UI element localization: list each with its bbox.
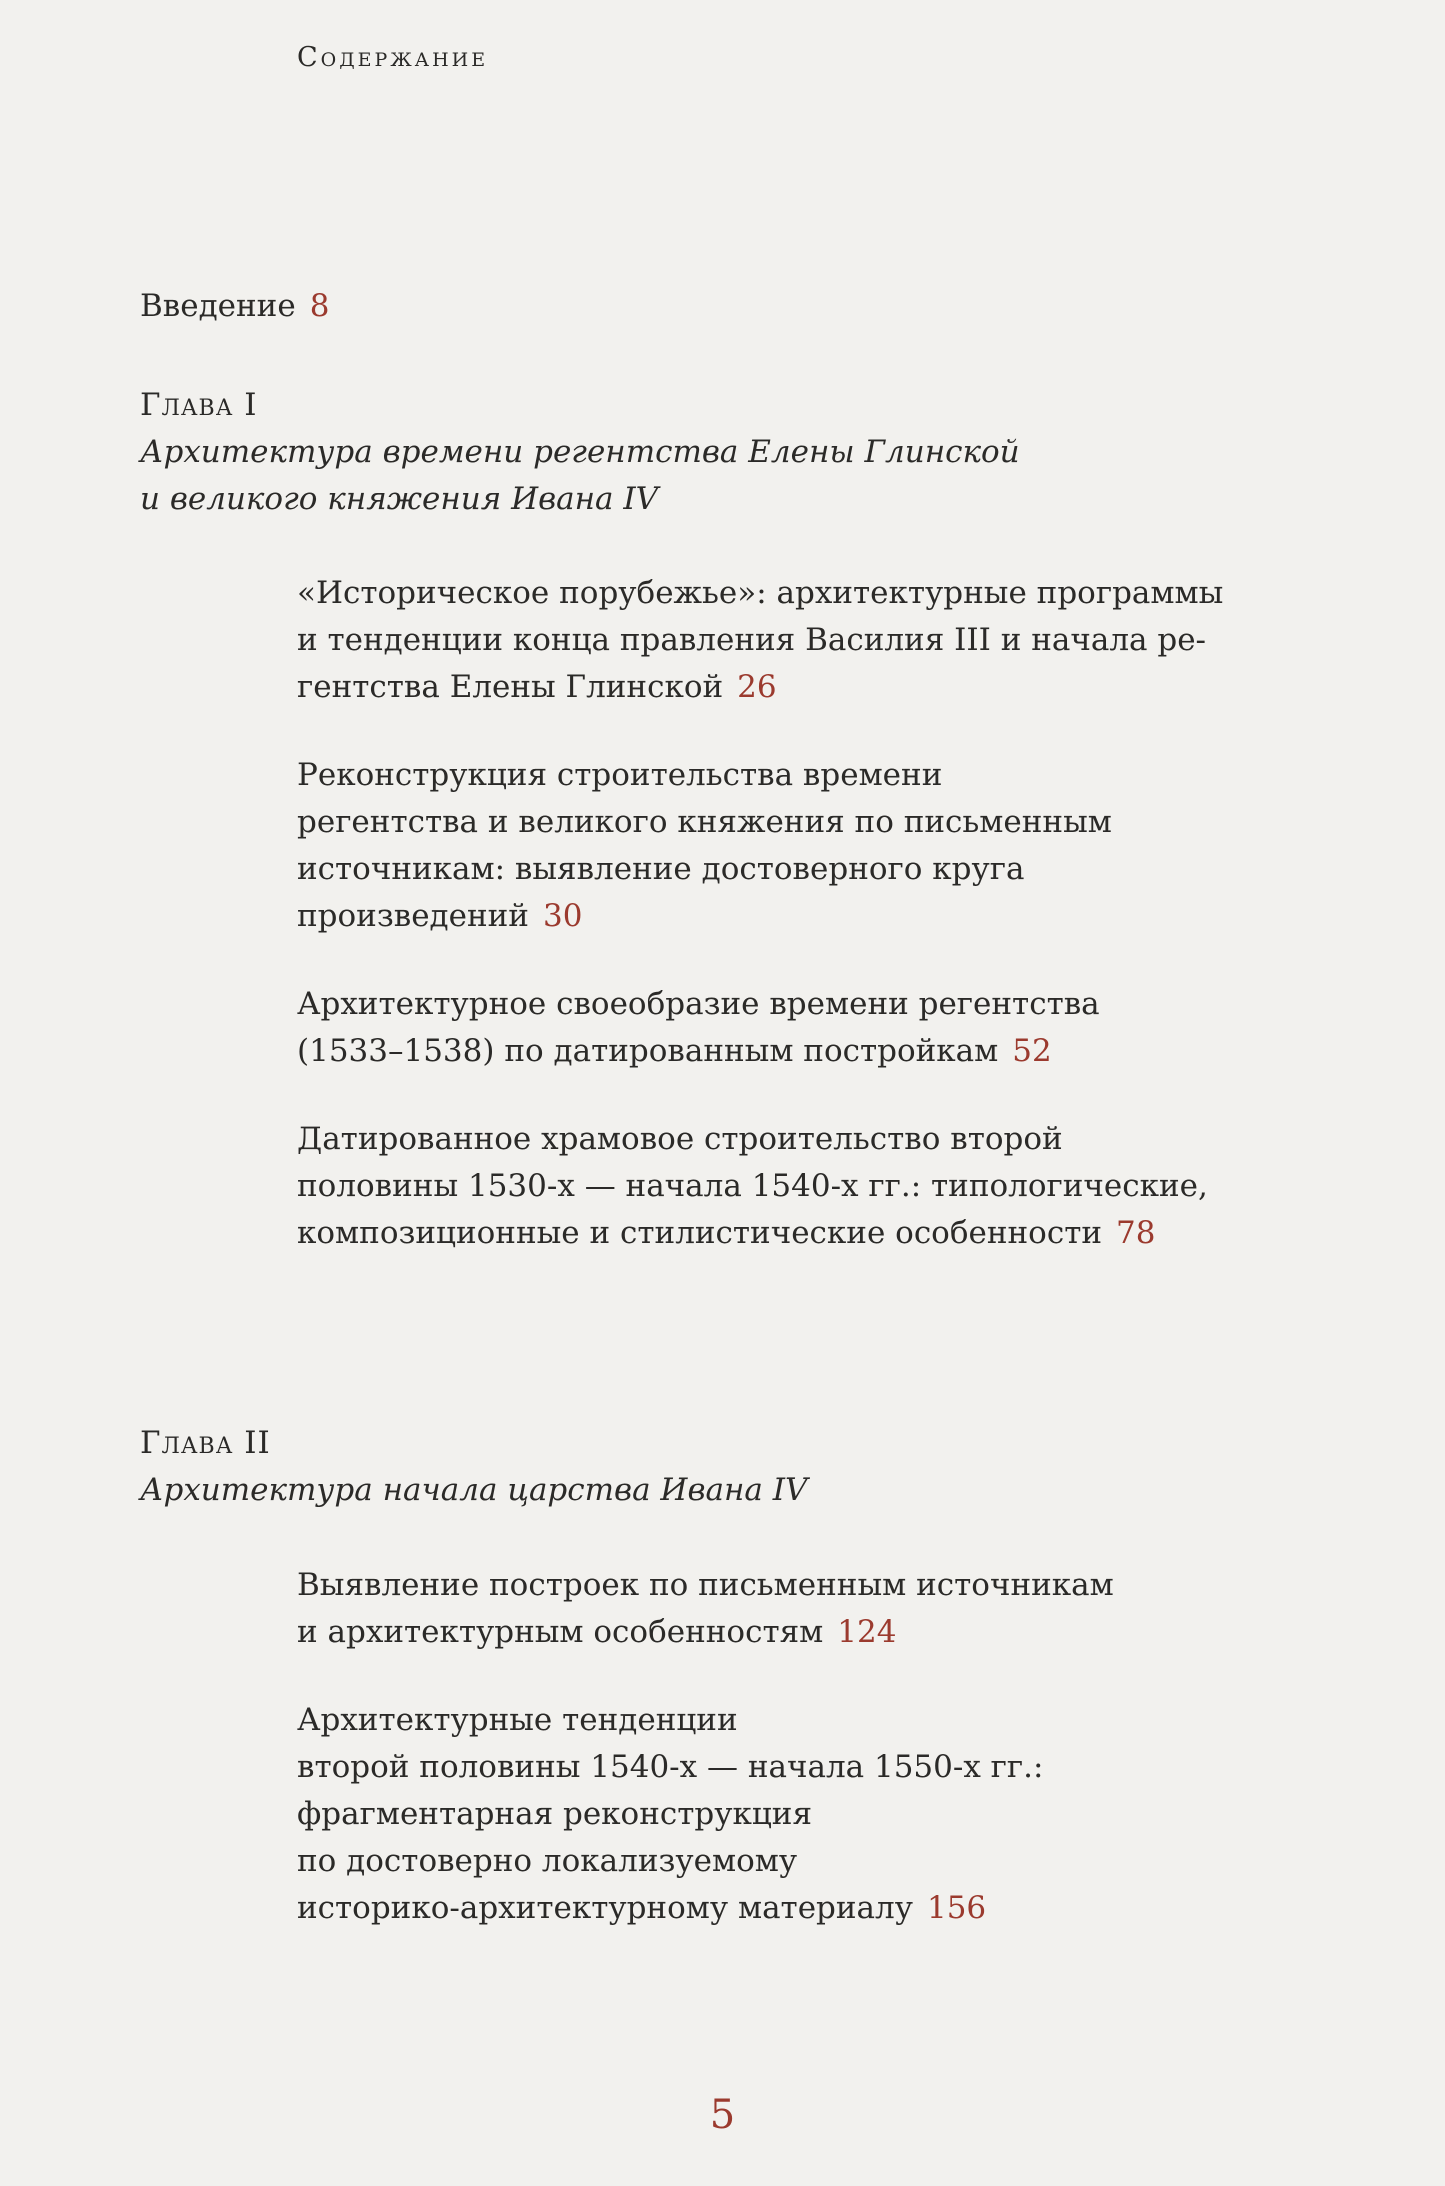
chapter-label: Глава II [140, 1425, 271, 1461]
toc-entry-line: историко-архитектурному материалу [297, 1890, 913, 1926]
toc-page-number: 8 [309, 288, 330, 324]
toc-entry-line: и архитектурным особенностям [297, 1614, 824, 1650]
chapter-2-heading [140, 1420, 807, 1514]
toc-entry-line: «Историческое порубежье»: архитектурные программы [297, 575, 1224, 611]
toc-page-number: 52 [1012, 1033, 1052, 1069]
toc-entry-line: Архитектурное своеобразие времени регентства [297, 986, 1100, 1022]
toc-page-number: 78 [1116, 1215, 1156, 1251]
toc-entry-line: по достоверно локализуемому [297, 1843, 798, 1879]
chapter-title-line: Архитектура начала царства Ивана IV [140, 1472, 808, 1508]
toc-entry[interactable] [297, 1562, 1237, 1656]
toc-page-number: 30 [542, 898, 583, 934]
chapter-label: Глава I [140, 387, 258, 423]
toc-entry-line: Реконструкция строительства времени [297, 757, 943, 793]
chapter-1-heading [140, 382, 1020, 523]
toc-entry-line: регентства и великого княжения по письменным [297, 804, 1112, 840]
toc-entry-line: (1533–1538) по датированным постройкам [297, 1033, 999, 1069]
toc-entry-line: фрагментарная реконструкция [297, 1796, 812, 1832]
chapter-2-sections [297, 1562, 1237, 1973]
toc-entry-line: и тенденции конца правления Василия III и начала ре- [297, 622, 1207, 658]
toc-entry-line: Датированное храмовое строительство второй [297, 1121, 1063, 1157]
running-head: Содержание [297, 42, 489, 73]
toc-entry-line: половины 1530-х — начала 1540-х гг.: типологические, [297, 1168, 1208, 1204]
toc-entry[interactable] [297, 1697, 1237, 1932]
toc-entry[interactable] [297, 1116, 1237, 1257]
toc-entry-line: Архитектурные тенденции [297, 1702, 738, 1738]
toc-entry-line: Выявление построек по письменным источникам [297, 1567, 1114, 1603]
toc-entry-line: произведений [297, 898, 529, 934]
toc-entry-line: источникам: выявление достоверного круга [297, 851, 1025, 887]
toc-entry-line: второй половины 1540-х — начала 1550-х гг.: [297, 1749, 1044, 1785]
chapter-title-line: Архитектура времени регентства Елены Глинской [140, 434, 1020, 470]
toc-entry-line: гентства Елены Глинской [297, 669, 724, 705]
toc-entry-label: Введение [140, 288, 296, 324]
toc-page-number: 26 [737, 669, 777, 705]
toc-entry-intro[interactable] [140, 288, 329, 324]
toc-entry[interactable] [297, 570, 1237, 711]
chapter-1-sections [297, 570, 1237, 1298]
toc-entry[interactable] [297, 752, 1237, 940]
chapter-title-line: и великого княжения Ивана IV [140, 481, 659, 517]
toc-page-number: 156 [926, 1890, 987, 1926]
toc-page-number: 124 [837, 1614, 897, 1650]
page-number: 5 [709, 2092, 736, 2138]
toc-entry[interactable] [297, 981, 1237, 1075]
toc-entry-line: композиционные и стилистические особенности [297, 1215, 1103, 1251]
